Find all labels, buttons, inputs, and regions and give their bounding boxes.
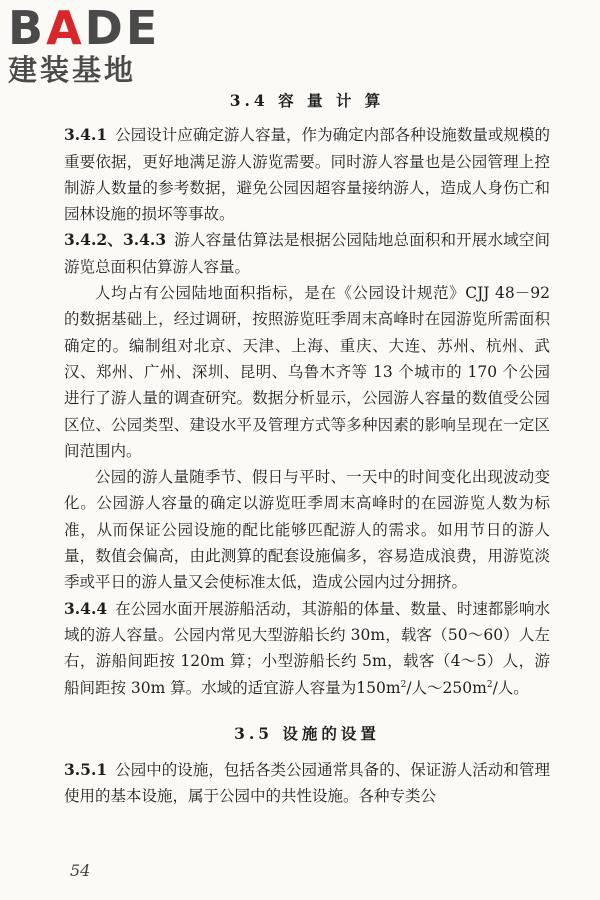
- page-number: 54: [70, 861, 91, 880]
- watermark-subtitle: 建装基地: [8, 53, 137, 87]
- section-heading-3-4: 3.4 容 量 计 算: [229, 91, 385, 110]
- clause-3-4-1: [64, 122, 550, 227]
- clause-3-4-4: 3.4.4 在公园水面开展游船活动，其游船的体量、数量、时速都影响水域的游人容量。公园内常见大型游船长约 30m，载客（50～60）人左右，游船间距按 120m 算；小型游船长约 5m，载客（4～5）人，游船间距按 30m 算。水域的适宜游人容量为$150m^2/$人$\sim 250m^2/$人。: [64, 598, 550, 697]
- clause-text: 公园设计应确定游人容量，作为确定内部各种设施数量或规模的重要依据，更好地满足游人游览需要。同时游人容量也是公园管理上控制游人数量的参考数据，避免公园因超容量接纳游人，造成人身伤亡和园林设施的损坏等事故。: [64, 126, 550, 224]
- section-heading-3-5: 3.5 设施的设置: [234, 723, 380, 743]
- clause-number: 3.4.2、3.4.3: [64, 230, 167, 250]
- clause-text: 公园中的设施，包括各类公园通常具备的、保证游人活动和管理使用的基本设施，属于公园中的共性设施。各种专类公: [64, 761, 550, 806]
- page-body: [64, 88, 550, 810]
- paragraph-area-indicator: 人均占有公园陆地面积指标，是在《公园设计规范》CJJ 48－92的数据基础上，经过调研，按照游览旺季周末高峰时在园游览所需面积确定的。编制组对北京、天津、上海、重庆、大连、苏州、杭州、武汉、郑州、广州、深圳、昆明、乌鲁木齐等 13 个城市的 170 个公园进行了游人量的调查研究。数据分析显示，公园游人容量的数值受公园区位、公园类型、建设水平及管理方式等多种因素的影响呈现在一定区间范围内。: [64, 284, 550, 460]
- clause-text: 游人容量估算法是根据公园陆地总面积和开展水域空间游览总面积估算游人容量。: [64, 231, 550, 276]
- watermark-brand: BADE: [8, 1, 161, 55]
- clause-number: 3.4.1: [64, 125, 108, 145]
- clause-number: 3.4.4: [64, 598, 108, 618]
- clause-text: 在公园水面开展游船活动，其游船的体量、数量、时速都影响水域的游人容量。公园内常见大型游船长约 30m，载客（50～60）人左右，游船间距按 120m 算；小型游船长约 5m，载客（4～5）人，游船间距按 30m 算。水域的适宜游人容量为: [64, 599, 550, 697]
- watermark-logo: [8, 1, 161, 87]
- paragraph-visitor-variation: 公园的游人量随季节、假日与平时、一天中的时间变化出现波动变化。公园游人容量的确定以游览旺季周末高峰时的在园游览人数为标准，从而保证公园设施的配比能够匹配游人的需求。如用节日的游人量，数值会偏高，由此测算的配套设施偏多，容易造成浪费，用游览淡季或平日的游人量又会使标准太低，造成公园内过分拥挤。: [64, 468, 550, 592]
- clause-number: 3.5.1: [64, 760, 108, 780]
- clause-3-5-1: [64, 757, 550, 810]
- clause-3-4-2: [64, 227, 550, 280]
